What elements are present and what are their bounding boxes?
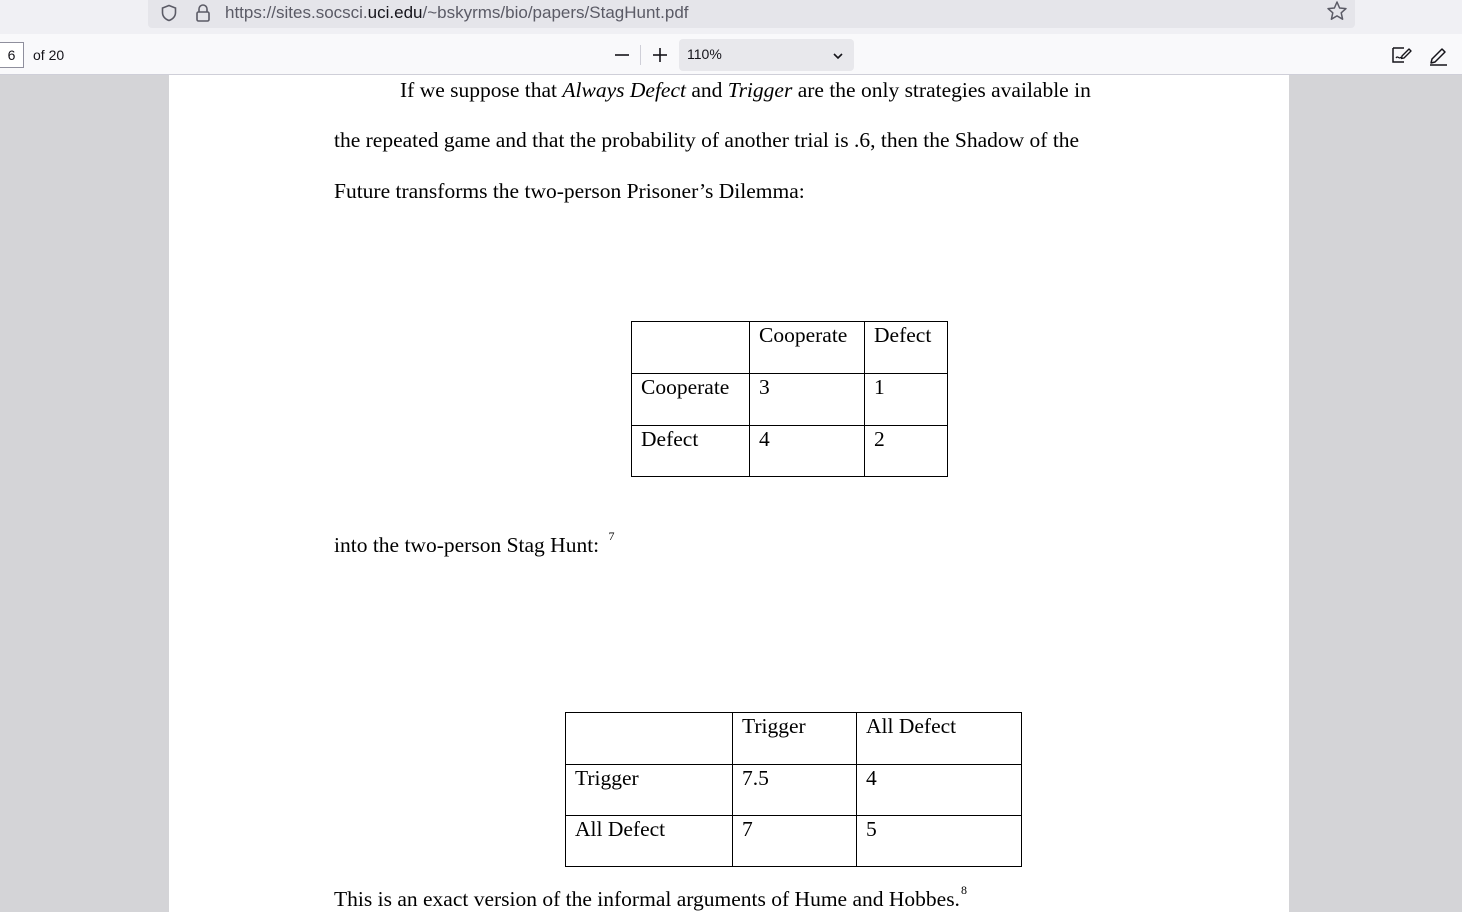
paragraph-line: Future transforms the two-person Prisoner’s Dilemma:: [334, 179, 805, 203]
paragraph-line: If we suppose that Always Defect and Trigger are the only strategies available in: [400, 78, 1091, 102]
table-header-cell: [632, 322, 750, 374]
table-header-cell: Trigger: [733, 713, 857, 765]
table-row: [632, 426, 948, 477]
zoom-select[interactable]: [679, 39, 854, 71]
table-cell: 3: [750, 374, 865, 426]
paragraph-line: This is an exact version of the informal arguments of Hume and Hobbes.$^8$: [334, 883, 967, 911]
url-prefix: https://sites.socsci.: [225, 3, 368, 22]
table-cell: 2: [865, 426, 948, 477]
table-cell: 7.5: [733, 765, 857, 816]
page-count-label: of 20: [33, 47, 65, 63]
table-header-cell: Cooperate: [750, 322, 865, 374]
url-text[interactable]: [225, 2, 689, 24]
table-cell: 5: [857, 816, 1022, 867]
url-domain: uci.edu: [367, 3, 423, 22]
table-header-cell: Defect: [865, 322, 948, 374]
table-cell: 4: [857, 765, 1022, 816]
table-row: [566, 816, 1022, 867]
pdf-toolbar: [0, 34, 1462, 75]
table-row-label: Trigger: [566, 765, 733, 816]
zoom-out-icon[interactable]: [610, 43, 634, 67]
table-cell: 1: [865, 374, 948, 426]
table-row-label: Defect: [632, 426, 750, 477]
shield-icon[interactable]: [160, 4, 178, 22]
table-cell: 7: [733, 816, 857, 867]
url-path: /~bskyrms/bio/papers/StagHunt.pdf: [422, 3, 689, 22]
footnote-marker[interactable]: 7: [608, 529, 615, 543]
table-row: [566, 765, 1022, 816]
address-bar[interactable]: [148, 0, 1355, 28]
table-header-cell: [566, 713, 733, 765]
table-row-label: All Defect: [566, 816, 733, 867]
table-row-label: Cooperate: [632, 374, 750, 426]
draw-pen-icon[interactable]: [1427, 44, 1449, 66]
table-row: [632, 374, 948, 426]
footnote-marker[interactable]: 8: [960, 883, 967, 897]
toolbar-divider: [640, 45, 641, 65]
lock-icon[interactable]: [194, 3, 212, 23]
zoom-value: 110%: [687, 46, 722, 62]
prisoners-dilemma-table: [631, 321, 948, 477]
stag-hunt-table: [565, 712, 1022, 867]
bookmark-star-icon[interactable]: [1326, 0, 1348, 22]
text-edit-icon[interactable]: [1390, 44, 1412, 66]
table-cell: 4: [750, 426, 865, 477]
chevron-down-icon: [831, 49, 845, 63]
table-header-cell: All Defect: [857, 713, 1022, 765]
pdf-page: [169, 75, 1289, 912]
page-number-input[interactable]: 6: [0, 42, 24, 68]
browser-chrome: [0, 0, 1462, 34]
zoom-in-icon[interactable]: [648, 43, 672, 67]
paragraph-line: the repeated game and that the probability of another trial is .6, then the Shadow of the: [334, 128, 1080, 152]
paragraph-line: into the two-person Stag Hunt: $^7$: [334, 529, 615, 557]
